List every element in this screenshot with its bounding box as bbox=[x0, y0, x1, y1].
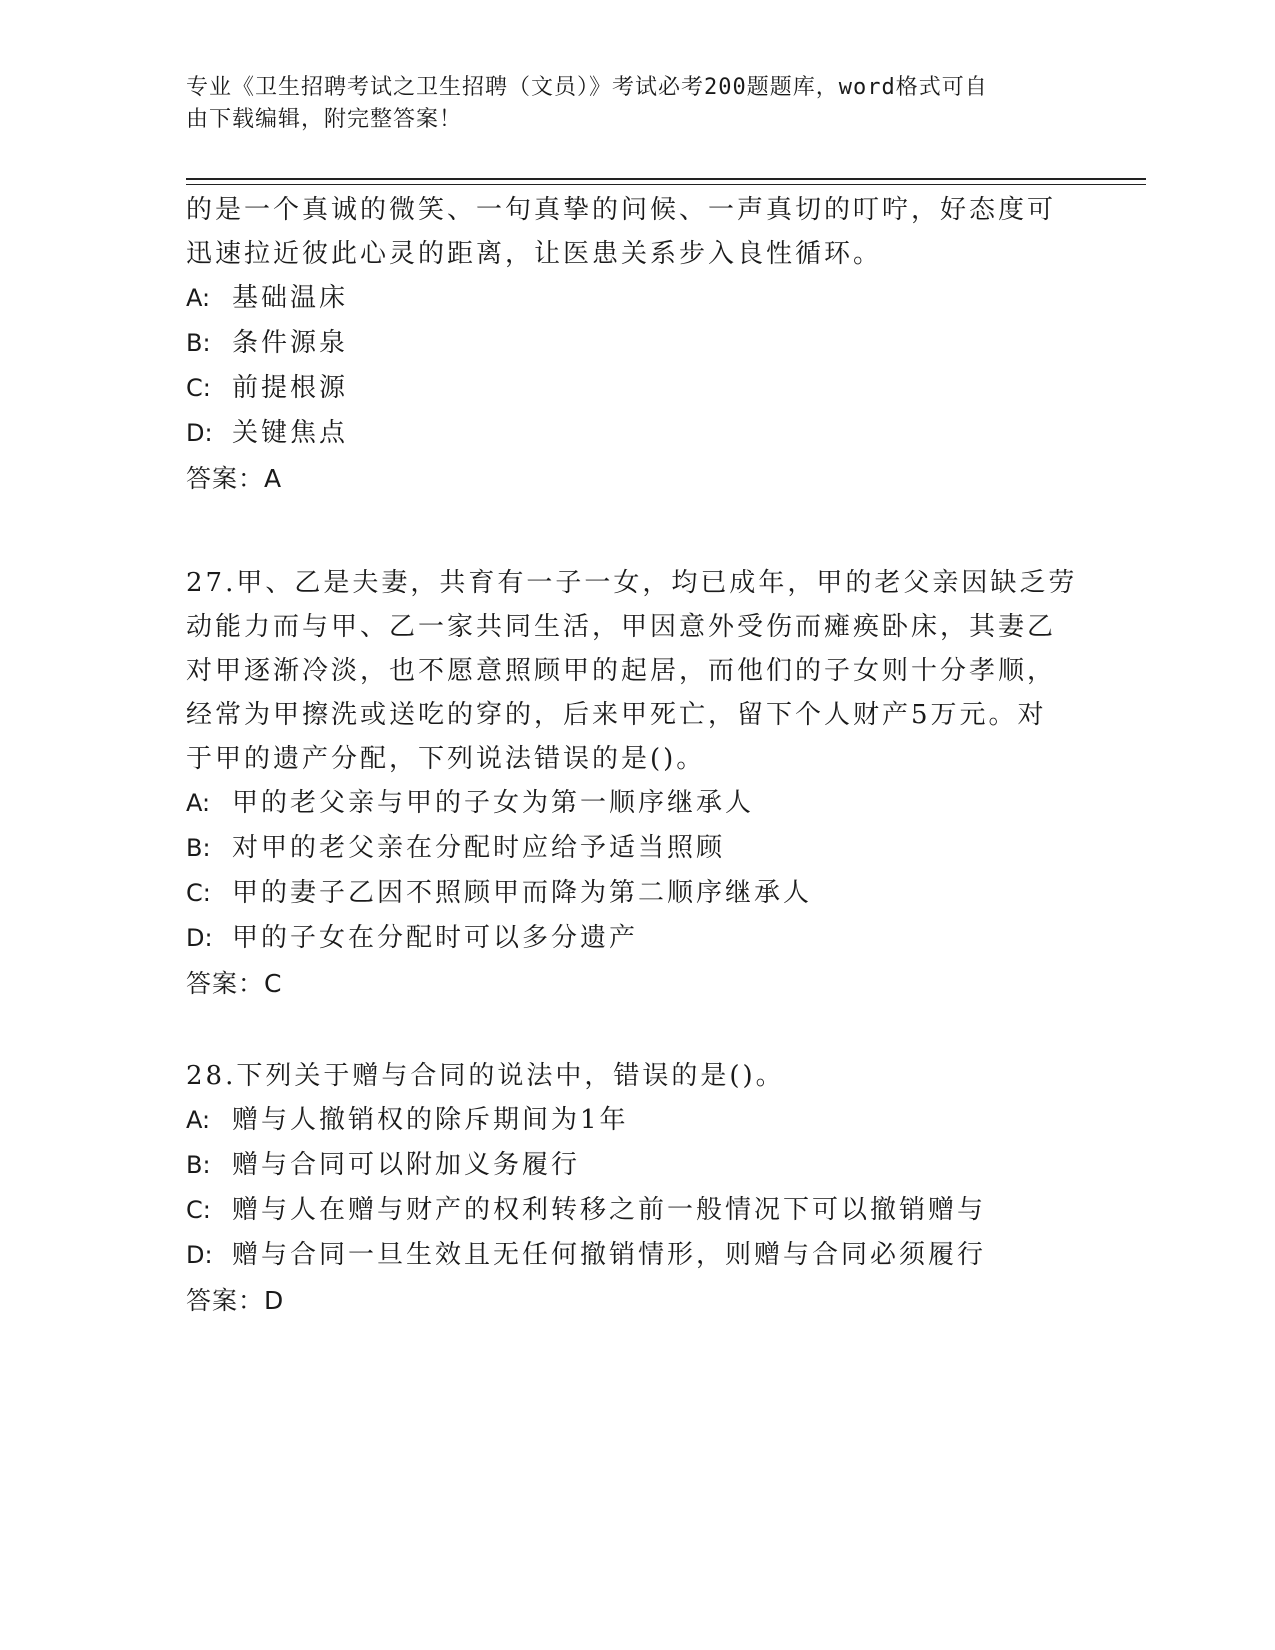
option-c bbox=[186, 1188, 1086, 1233]
question-26 bbox=[186, 188, 1086, 501]
header-title-line-2: 由下载编辑，附完整答案！ bbox=[186, 107, 463, 132]
option-letter: A: bbox=[186, 1106, 211, 1134]
option-letter: B: bbox=[186, 834, 211, 862]
option-text: 关键焦点 bbox=[232, 418, 349, 448]
question-spacer bbox=[186, 1006, 1086, 1054]
option-b bbox=[186, 826, 1086, 871]
option-b bbox=[186, 1143, 1086, 1188]
option-a bbox=[186, 781, 1086, 826]
option-text: 甲的子女在分配时可以多分遗产 bbox=[232, 923, 639, 953]
option-letter: C: bbox=[186, 374, 211, 402]
question-list bbox=[186, 188, 1086, 1323]
option-letter: B: bbox=[186, 1151, 211, 1179]
question-stem-line: 27.甲、乙是夫妻，共育有一子一女，均已成年，甲的老父亲因缺乏劳 bbox=[186, 568, 1078, 598]
question-stem-line: 28.下列关于赠与合同的说法中，错误的是()。 bbox=[186, 1061, 785, 1091]
option-text: 赠与合同一旦生效且无任何撤销情形，则赠与合同必须履行 bbox=[232, 1240, 987, 1270]
option-text: 甲的老父亲与甲的子女为第一顺序继承人 bbox=[232, 788, 755, 818]
header-rule-thin bbox=[186, 184, 1146, 185]
option-text: 条件源泉 bbox=[232, 328, 349, 358]
option-text: 赠与人撤销权的除斥期间为1年 bbox=[232, 1105, 629, 1135]
option-letter: D: bbox=[186, 924, 213, 952]
answer-line: 答案：D bbox=[186, 1286, 285, 1315]
document-header bbox=[186, 72, 1066, 136]
option-letter: B: bbox=[186, 329, 211, 357]
header-rule-thick bbox=[186, 178, 1146, 180]
question-stem-line: 的是一个真诚的微笑、一句真挚的问候、一声真切的叮咛，好态度可 bbox=[186, 195, 1057, 225]
question-stem-line: 于甲的遗产分配，下列说法错误的是()。 bbox=[186, 744, 706, 774]
question-stem-line: 对甲逐渐冷淡，也不愿意照顾甲的起居，而他们的子女则十分孝顺， bbox=[186, 656, 1057, 686]
option-text: 前提根源 bbox=[232, 373, 349, 403]
option-letter: D: bbox=[186, 419, 213, 447]
option-text: 甲的妻子乙因不照顾甲而降为第二顺序继承人 bbox=[232, 878, 813, 908]
option-a bbox=[186, 1098, 1086, 1143]
question-spacer bbox=[186, 501, 1086, 561]
question-stem-line: 迅速拉近彼此心灵的距离，让医患关系步入良性循环。 bbox=[186, 239, 883, 269]
option-text: 赠与人在赠与财产的权利转移之前一般情况下可以撤销赠与 bbox=[232, 1195, 987, 1225]
question-28 bbox=[186, 1054, 1086, 1323]
option-b bbox=[186, 321, 1086, 366]
option-a bbox=[186, 276, 1086, 321]
answer-line: 答案：A bbox=[186, 464, 283, 493]
option-d bbox=[186, 916, 1086, 961]
option-letter: D: bbox=[186, 1241, 213, 1269]
option-d bbox=[186, 1233, 1086, 1278]
question-27 bbox=[186, 561, 1086, 1006]
option-letter: C: bbox=[186, 1196, 211, 1224]
option-letter: A: bbox=[186, 284, 211, 312]
option-letter: A: bbox=[186, 789, 211, 817]
option-text: 赠与合同可以附加义务履行 bbox=[232, 1150, 581, 1180]
answer-line: 答案：C bbox=[186, 969, 283, 998]
option-letter: C: bbox=[186, 879, 211, 907]
option-c bbox=[186, 366, 1086, 411]
option-text: 对甲的老父亲在分配时应给予适当照顾 bbox=[232, 833, 726, 863]
option-c bbox=[186, 871, 1086, 916]
question-stem-line: 动能力而与甲、乙一家共同生活，甲因意外受伤而瘫痪卧床，其妻乙 bbox=[186, 612, 1057, 642]
option-text: 基础温床 bbox=[232, 283, 349, 313]
option-d bbox=[186, 411, 1086, 456]
question-stem-line: 经常为甲擦洗或送吃的穿的，后来甲死亡，留下个人财产5万元。对 bbox=[186, 700, 1047, 730]
header-title-line-1: 专业《卫生招聘考试之卫生招聘（文员）》考试必考200题题库，word格式可自 bbox=[186, 75, 988, 100]
